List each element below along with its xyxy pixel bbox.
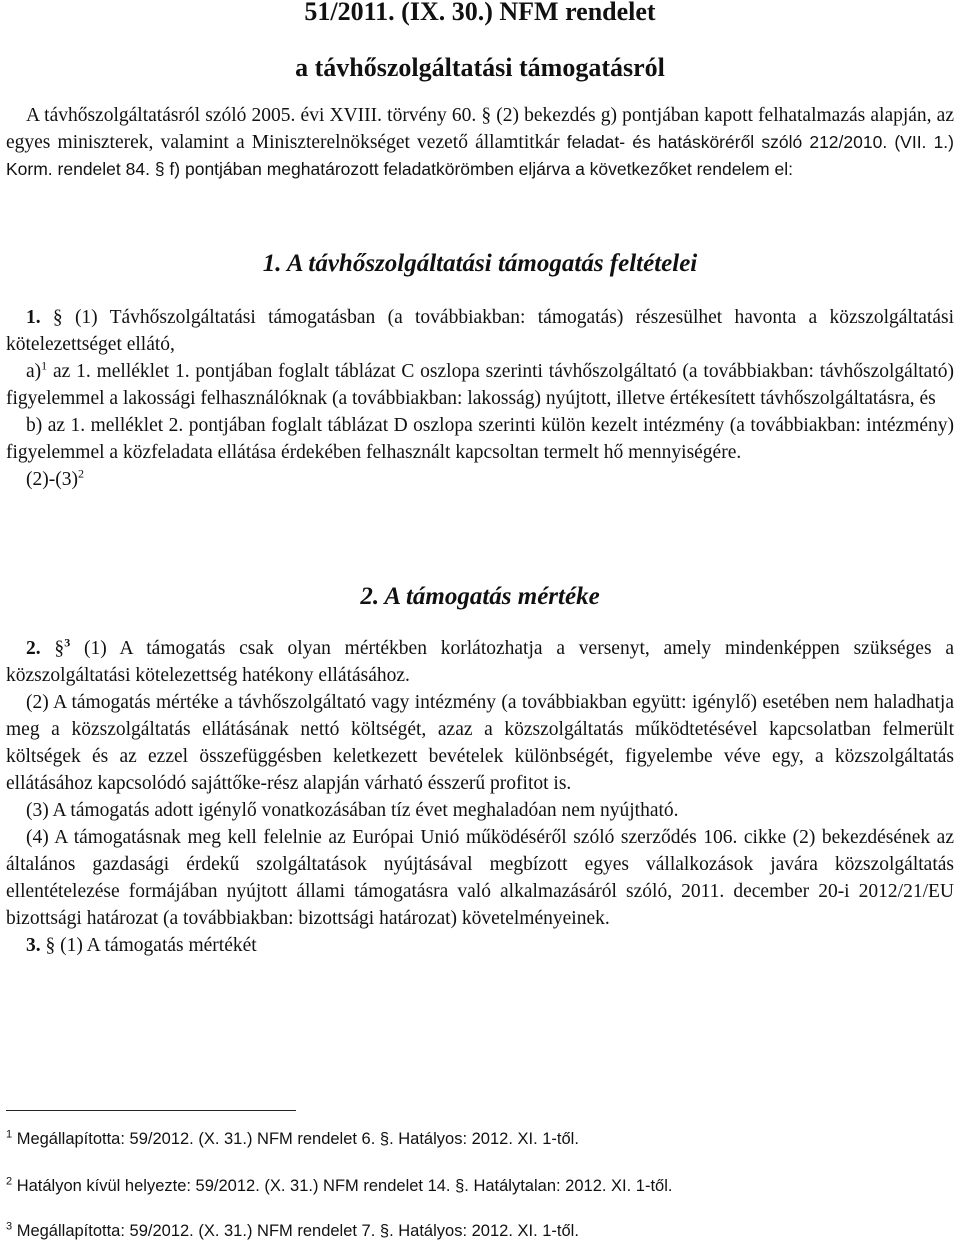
paragraph-2-3: (3) A támogatás adott igénylő vonatkozásában tíz évet meghaladóan nem nyújtható. [26, 800, 679, 821]
point-text: az 1. melléklet 1. pontjában foglalt táblázat C oszlopa szerinti távhőszolgáltató (a továbbiakban: távhőszolgáltató) figyelemmel a lakossági felhasználóknak (a továbbiakban: lakosság) nyújtott, illetve értékesített távhőszolgáltatásra, és [6, 361, 954, 409]
footnote-ref: 2 [77, 466, 84, 481]
preamble-serif: A távhőszolgáltatásról szóló 2005. évi XVIII. törvény 60. § (2) bekezdés g) pontjában kapott felhatalmazás alapján, az egyes miniszterek, valamint a Miniszterelnökséget vezető államtitkár [6, 105, 954, 153]
paragraph-text: (1) A támogatás csak olyan mértékben korlátozhatja a versenyt, amely mindenképpen szükséges a közszolgáltatási kötelezettség hatékony ellátásához. [6, 638, 955, 686]
paragraph-2-2: (2) A támogatás mértéke a távhőszolgáltató vagy intézmény (a továbbiakban együtt: igénylő) esetében nem haladhatja meg a közszolgáltatás ellátásának nettó költségét, azaz a közszolgáltatás működtetésével kapcsolatban felmerült költségek és az ezzel összefüggésben keletkezett bevételek különbségét, figyelembe véve egy, a közszolgáltatás ellátásához kapcsolódó sajáttőke-rész alapján várható ésszerű profitot is. [6, 692, 954, 794]
point-a [6, 358, 954, 412]
footnote-text: Megállapította: 59/2012. (X. 31.) NFM rendelet 7. §. Hatályos: 2012. XI. 1-től. [12, 1222, 579, 1240]
point-b: b) az 1. melléklet 2. pontjában foglalt táblázat D oszlopa szerinti külön kezelt intézmény (a továbbiakban: intézmény) figyelemmel a közfeladata ellátása érdekében felhasznált kapcsoltan termelt hő mennyiségére. [6, 415, 954, 463]
footnote-2 [6, 1175, 672, 1197]
footnote-1 [6, 1128, 579, 1150]
footnote-number: 3 [6, 1220, 13, 1233]
document-subtitle: a távhőszolgáltatási támogatásról [295, 53, 665, 82]
section-heading-1: 1. A távhőszolgáltatási támogatás feltételei [262, 250, 698, 277]
section-heading-2: 2. A támogatás mértéke [360, 583, 600, 610]
paragraph-1-1 [6, 304, 954, 358]
paragraph-text: § (1) A támogatás mértékét [40, 935, 257, 956]
paragraph-number: 2. [26, 638, 41, 659]
footnote-ref: 1 [41, 358, 48, 373]
footnote-3 [6, 1220, 579, 1242]
section-2-body [6, 635, 954, 959]
paragraph-3-1 [6, 932, 954, 959]
preamble [6, 102, 954, 183]
footnote-number: 1 [6, 1128, 13, 1141]
paragraph-number: 3. [26, 935, 41, 956]
paragraph-number: 1. [26, 307, 41, 328]
point-label: a) [26, 361, 42, 382]
paragraph-2-1 [6, 635, 954, 689]
preamble-sans: feladat- és hatásköréről szóló 212/2010. (VII. 1.) Korm. rendelet 84. § f) pontjában meghatározott feladatkörömben eljárva a következőket rendelem el: [6, 132, 954, 179]
footnote-number: 2 [6, 1175, 13, 1188]
paragraph-text: (2)-(3) [26, 469, 78, 490]
paragraph-text: § (1) Távhőszolgáltatási támogatásban (a továbbiakban: támogatás) részesülhet havonta a közszolgáltatási kötelezettséget ellátó, [6, 307, 954, 355]
section-1-body [6, 304, 954, 493]
footnote-ref: 3 [64, 635, 71, 650]
paragraph-2-3 [6, 466, 954, 493]
footnote-text: Hatályon kívül helyezte: 59/2012. (X. 31.) NFM rendelet 14. §. Hatálytalan: 2012. XI. 1-től. [12, 1177, 673, 1195]
section-sign: § [40, 638, 65, 659]
paragraph-2-4: (4) A támogatásnak meg kell felelnie az Európai Unió működéséről szóló szerződés 106. cikke (2) bekezdésének az általános gazdasági érdekű szolgáltatások nyújtásával megbízott egyes vállalkozások javára közszolgáltatás ellentételezése formájában nyújtott állami támogatásra való alkalmazásáról szóló, 2011. december 20-i 2012/21/EU bizottsági határozat (a továbbiakban: bizottsági határozat) követelményeinek. [6, 827, 954, 929]
footnote-divider [6, 1110, 296, 1111]
footnote-text: Megállapította: 59/2012. (X. 31.) NFM rendelet 6. §. Hatályos: 2012. XI. 1-től. [12, 1130, 579, 1148]
document-title: 51/2011. (IX. 30.) NFM rendelet [304, 0, 656, 26]
